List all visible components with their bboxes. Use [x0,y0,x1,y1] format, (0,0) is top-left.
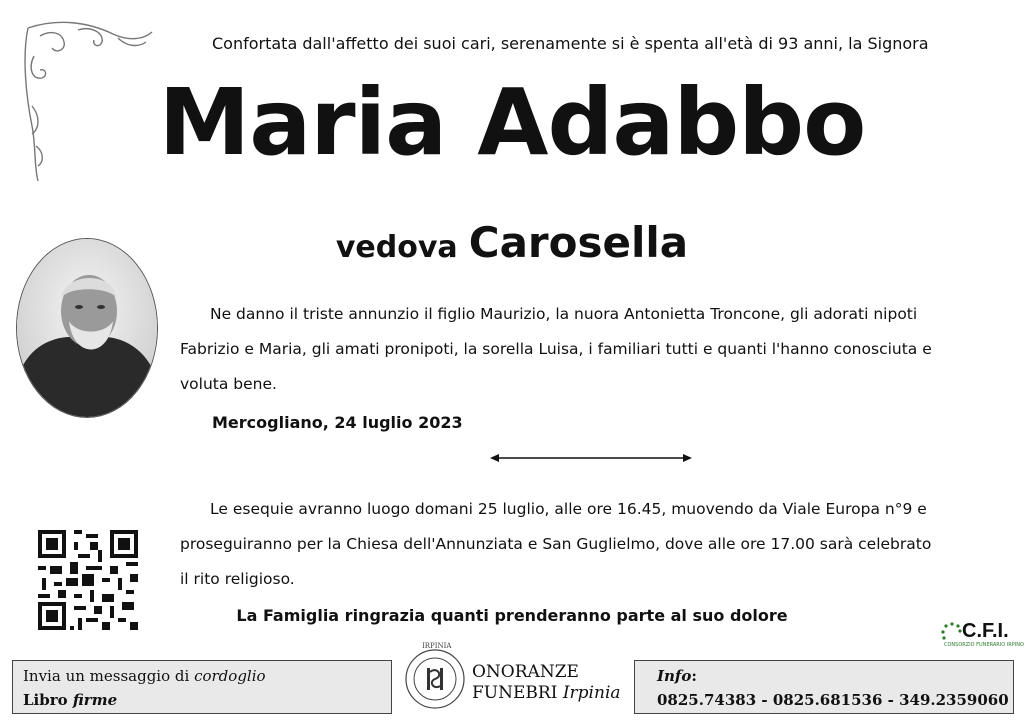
funeral-paragraph [180,492,1014,597]
info-label: Info: [657,667,697,685]
seal-text: IRPINIA [422,642,452,650]
send-italic: cordoglio [194,667,266,685]
place-date: Mercogliano, 24 luglio 2023 [212,413,463,432]
thanks-text: La Famiglia ringrazia quanti prenderanno parte al suo dolore [236,606,788,625]
cfi-logo: C.F.I. [962,620,1009,642]
announcement-line-2: Fabrizio e Maria, gli amati pronipoti, la sorella Luisa, i familiari tutti e quanti l'hanno conosciuta e [180,340,932,358]
cfi-leaf-icon [940,620,964,644]
condolence-box[interactable] [12,660,392,714]
agency-line-2b: Irpinia [562,683,621,703]
deceased-name: Maria Adabbo [158,69,866,176]
divider-arrow-icon [490,452,692,464]
agency-line-1: ONORANZE [472,662,579,682]
announcement-line-3: voluta bene. [180,375,277,393]
info-box [634,660,1014,714]
widow-line [0,218,1024,268]
widow-surname: Carosella [468,218,689,267]
cfi-subtitle: CONSORZIO FUNERARIO IRPINO [944,642,1024,648]
intro-text: Confortata dall'affetto dei suoi cari, serenamente si è spenta all'età di 93 anni, la Signora [212,34,929,53]
funeral-line-3: il rito religioso. [180,570,295,588]
widow-prefix: vedova [335,230,458,265]
guestbook-link[interactable] [23,691,117,709]
agency-seal-icon [404,648,466,710]
thanks-line [0,606,1024,625]
agency-line-2a: FUNEBRI [472,683,558,703]
book-italic: firme [72,691,118,709]
info-phones[interactable]: 0825.74383 - 0825.681536 - 349.2359060 [657,691,1009,709]
announcement-line-1: Ne danno il triste annunzio il figlio Maurizio, la nuora Antonietta Troncone, gli adorati nipoti [210,305,918,323]
funeral-line-2: proseguiranno per la Chiesa dell'Annunziata e San Guglielmo, dove alle ore 17.00 sarà celebrato [180,535,932,553]
funeral-line-1: Le esequie avranno luogo domani 25 luglio, alle ore 16.45, muovendo da Viale Europa n°9 e [210,500,927,518]
book-prefix: Libro [23,691,68,709]
send-condolence-link[interactable] [23,667,266,685]
portrait-photo [16,238,158,418]
announcement-paragraph [180,297,1014,402]
agency-name [472,662,621,704]
send-prefix: Invia un messaggio di [23,667,190,685]
